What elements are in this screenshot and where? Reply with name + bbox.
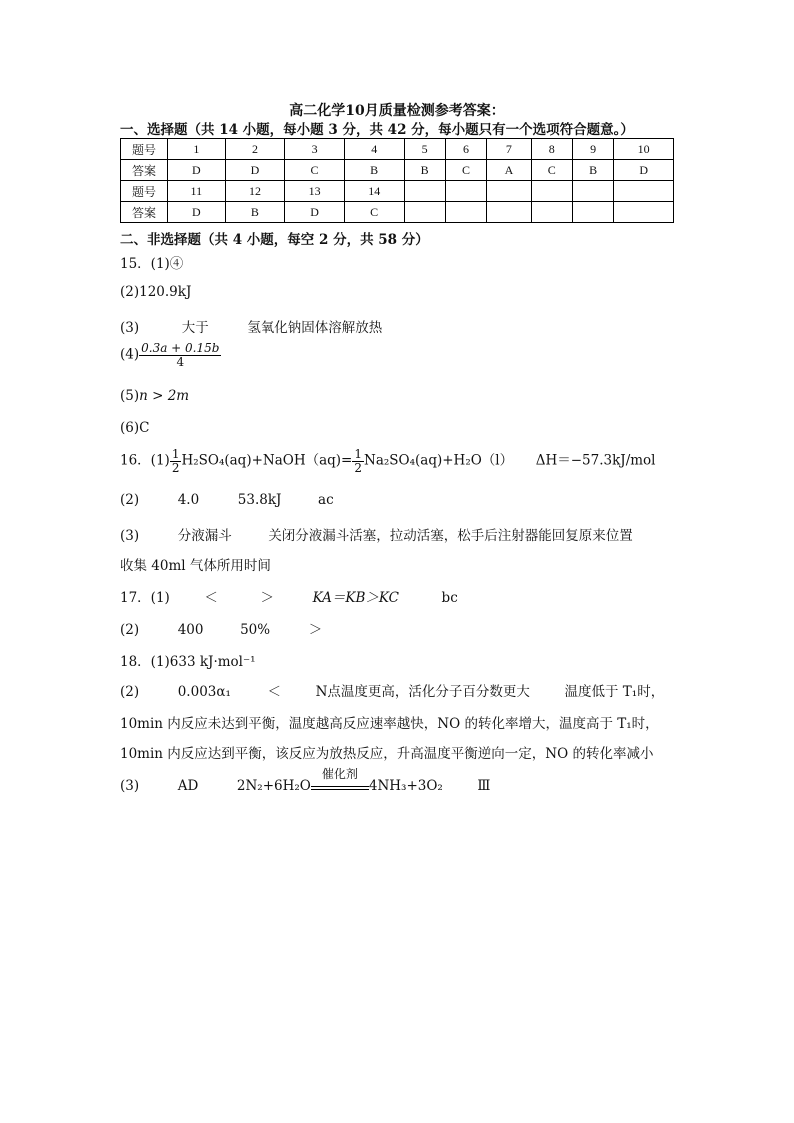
table-cell: [531, 181, 572, 202]
table-cell: 3: [285, 139, 345, 160]
section-heading-multiple-choice: 一、选择题（共 14 小题，每小题 3 分，共 42 分，每小题只有一个选项符合题意。）: [120, 122, 634, 138]
table-cell: 10: [614, 139, 674, 160]
q15-part6: (6)C: [120, 420, 150, 436]
half-fraction-1: [170, 448, 182, 474]
table-cell: C: [344, 202, 404, 223]
q18-part3-answer-c: Ⅲ: [477, 778, 491, 794]
q18-part2-answer-a: 0.003α₁: [177, 684, 231, 700]
table-cell: B: [572, 160, 613, 181]
table-cell: 1: [168, 139, 226, 160]
table-cell: D: [168, 160, 226, 181]
q17-part2-answer-b: 50%: [240, 622, 271, 638]
q16-part1-reactants: H₂SO₄(aq)+NaOH（aq)=: [181, 452, 353, 469]
q16-part1-enthalpy: ΔH＝−57.3kJ/mol: [535, 452, 656, 469]
q18-part2-answer-d: 温度低于 T₁时，: [564, 684, 665, 700]
table-cell: B: [344, 160, 404, 181]
q15-part3-label: (3): [120, 320, 140, 336]
table-cell: 2: [225, 139, 285, 160]
q15-part5: [120, 388, 189, 404]
q15-part4-fraction: [139, 342, 221, 368]
table-cell: [445, 202, 486, 223]
q17-part1: [120, 586, 458, 606]
fraction-numerator: 0.3a + 0.15b: [141, 341, 220, 355]
table-cell: D: [285, 202, 345, 223]
fraction-numerator: 1: [354, 447, 363, 461]
q15-part3: [120, 316, 382, 336]
table-cell: 6: [445, 139, 486, 160]
q18-part3: [120, 767, 491, 794]
table-cell: 5: [404, 139, 445, 160]
q18-part2: [120, 680, 664, 700]
answer-row: [121, 202, 674, 223]
q18-part3-answer-a: AD: [177, 778, 199, 794]
answer-row: [121, 160, 674, 181]
fraction-denominator: 2: [171, 460, 180, 475]
q16-part3-label: (3): [120, 528, 140, 544]
q17-part1-answer-c: KA＝KB＞KC: [312, 590, 399, 606]
row-header-cell: 答案: [121, 202, 168, 223]
table-cell: [487, 181, 531, 202]
q16-part2-answer-b: 53.8kJ: [237, 492, 282, 508]
table-cell: B: [225, 202, 285, 223]
answer-table: [120, 138, 674, 223]
equals-bar: [311, 786, 369, 790]
page-title: 高二化学10月质量检测参考答案：: [289, 103, 505, 119]
question-number-row: [121, 181, 674, 202]
table-cell: [572, 181, 613, 202]
table-cell: [614, 181, 674, 202]
q16-part2-answer-a: 4.0: [177, 492, 200, 508]
table-cell: [404, 202, 445, 223]
q17-part1-answer-b: ＞: [260, 590, 274, 606]
q16-part1-label: 16．(1): [120, 452, 170, 469]
table-cell: C: [531, 160, 572, 181]
q18-part2-label: (2): [120, 684, 140, 700]
table-cell: [614, 202, 674, 223]
catalyst-arrow: [311, 767, 369, 790]
table-cell: 4: [344, 139, 404, 160]
row-header-cell: 题号: [121, 181, 168, 202]
question-number-row: [121, 139, 674, 160]
table-cell: D: [614, 160, 674, 181]
q17-part2-answer-a: 400: [177, 622, 204, 638]
q18-part2-answer-c: N点温度更高，活化分子百分数更大: [315, 684, 530, 700]
q15-part3-answer-a: 大于: [181, 320, 209, 336]
q16-part2: [120, 492, 334, 508]
row-header-cell: 答案: [121, 160, 168, 181]
q16-part3: [120, 524, 633, 544]
q15-part4-label: (4): [120, 346, 140, 363]
q15-part5-expression: n > 2m: [139, 388, 190, 404]
q18-part1: 18．(1)633 kJ·mol⁻¹: [120, 654, 256, 670]
q15-part2: (2)120.9kJ: [120, 284, 192, 300]
q16-part2-label: (2): [120, 492, 140, 508]
q18-part3-equation-rhs: 4NH₃+3O₂: [368, 778, 443, 794]
q17-part2: [120, 618, 322, 638]
table-cell: C: [445, 160, 486, 181]
q16-part1: [120, 448, 656, 474]
q18-part2-answer-b: ＜: [267, 684, 281, 700]
q18-part3-label: (3): [120, 778, 140, 794]
table-cell: 9: [572, 139, 613, 160]
catalyst-label: 催化剂: [321, 767, 358, 781]
table-cell: [487, 202, 531, 223]
q17-part1-answer-a: ＜: [204, 590, 218, 606]
table-cell: 13: [285, 181, 345, 202]
table-cell: 11: [168, 181, 226, 202]
table-cell: 14: [344, 181, 404, 202]
q17-part2-label: (2): [120, 622, 140, 638]
table-cell: 12: [225, 181, 285, 202]
half-fraction-2: [352, 448, 364, 474]
fraction-numerator: 1: [171, 447, 180, 461]
table-cell: C: [285, 160, 345, 181]
table-cell: 8: [531, 139, 572, 160]
q18-part2-continued-1: 10min 内反应未达到平衡，温度越高反应速率越快，NO 的转化率增大，温度高于 T₁时，: [120, 716, 659, 732]
q16-part3-answer-a: 分液漏斗: [177, 528, 232, 544]
fraction-denominator: 2: [354, 460, 363, 475]
q16-part3-answer-b: 关闭分液漏斗活塞，拉动活塞，松手后注射器能回复原来位置: [268, 528, 633, 544]
table-cell: D: [225, 160, 285, 181]
q16-part3-continued: 收集 40ml 气体所用时间: [120, 558, 271, 574]
q16-part2-answer-c: ac: [318, 492, 334, 508]
fraction-denominator: 4: [176, 354, 185, 369]
table-cell: D: [168, 202, 226, 223]
q17-part1-label: 17．(1): [120, 590, 170, 606]
q16-part1-products: Na₂SO₄(aq)+H₂O（l）: [364, 452, 514, 469]
q18-part2-continued-2: 10min 内反应达到平衡，该反应为放热反应，升高温度平衡逆向一定，NO 的转化率减小: [120, 746, 654, 762]
q18-part3-equation-lhs: 2N₂+6H₂O: [236, 778, 311, 794]
section-heading-free-response: 二、非选择题（共 4 小题，每空 2 分，共 58 分）: [120, 232, 429, 248]
table-cell: [572, 202, 613, 223]
table-cell: B: [404, 160, 445, 181]
q15-part5-label: (5): [120, 388, 140, 404]
row-header-cell: 题号: [121, 139, 168, 160]
table-cell: [445, 181, 486, 202]
table-cell: [404, 181, 445, 202]
table-cell: 7: [487, 139, 531, 160]
q15-part3-answer-b: 氢氧化钠固体溶解放热: [247, 320, 383, 336]
q15-part1: 15．(1)④: [120, 256, 184, 272]
q17-part1-answer-d: bc: [441, 590, 458, 606]
q15-part4: [120, 342, 221, 368]
table-cell: [531, 202, 572, 223]
table-cell: A: [487, 160, 531, 181]
q17-part2-answer-c: ＞: [308, 622, 323, 638]
